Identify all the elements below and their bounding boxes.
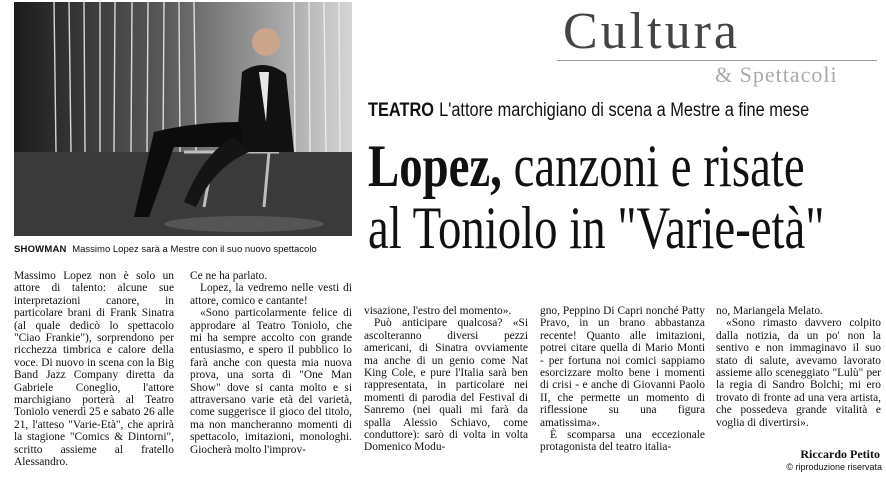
photo-caption [14,244,354,255]
caption-tag: SHOWMAN [14,244,67,255]
caption-text: Massimo Lopez sarà a Mestre con il suo nuovo spettacolo [72,244,317,255]
body-column-1 [14,270,174,475]
paragraph: Ce ne ha parlato. [190,270,268,282]
paragraph: Massimo Lopez non è solo un attore di talento: alcune sue interpretazioni canore, in particolare brani di Frank Sinatra (al quale dedicò lo spettacolo "Ciao Frankie"), sorprendono per ricchezza timbrica e calore della voce. Di nuovo in scena con la Big Band Jazz Company diretta da Gabriele Coneglio, l'attore marchigiano porterà al Teatro Toniolo venerdì 25 e sabato 26 alle 21, l'atteso "Varie-Età", che aprirà la stagione "Comics & Dintorni", scritto assieme al fratello Alessandro. [14,270,174,469]
kicker-tag: TEATRO [368,100,434,121]
body-column-3 [364,305,528,475]
paragraph: Lopez, la vedremo nelle vesti di attore, comico e cantante! [190,282,352,307]
headline-line-1 [368,133,805,199]
kicker-text: L'attore marchigiano di scena a Mestre a fine mese [439,100,810,121]
paragraph: gno, Peppino Di Capri nonché Patty Pravo, in un brano abbastanza recente! Quanto alle imitazioni, potrei citare quella di Mario Monti - per fortuna noi comici sappiamo esorcizzare molto bene i momenti di crisi - e anche di Giovanni Paolo II, che permette un momento di riflessione su una figura amatissima». [540,305,705,429]
paragraph: «Sono particolarmente felice di approdare al Teatro Toniolo, che mi ha sempre accolto con grande entusiasmo, e spero il pubblico lo farà anche con questa mia nuova prova, una sorta di "One Man Show" dove si canta molto e si attraversano varie età del varietà, come suggerisce il gioco del titolo, ma non mancheranno momenti di spettacolo, imitazioni, monologhi. Giocherà molto l'improv- [190,307,352,456]
headline-bold: Lopez, [368,133,502,199]
section-subtitle: & Spettacoli [715,62,838,87]
copyright-notice: © riproduzione riservata [786,462,882,472]
section-heading [555,2,880,94]
section-title: Cultura [563,3,740,60]
paragraph: È scomparsa una eccezionale protagonista del teatro italia- [540,429,705,454]
paragraph: Può anticipare qualcosa? «Si ascolteranno diversi pezzi americani, di Sinatra ovviamente ma anche di un genio come Nat King Cole, e pure l'Italia sarà ben rappresentata, in particolare nei momenti di parodia del Festival di Sanremo (nei quali mi farà da spalla Alessio Schiavo, come conduttore): sarò di volta in volta Domenico Modu- [364,317,528,454]
body-column-2 [190,270,352,475]
article-author: Riccardo Petito [800,447,880,461]
paragraph: visazione, l'estro del momento». [364,305,512,317]
article-headline [368,133,825,261]
article-kicker [368,100,809,122]
body-column-5 [716,305,881,445]
headline-rest: canzoni e risate [501,133,805,199]
headline-line-2: al Toniolo in "Varie-età" [368,195,825,261]
body-column-4 [540,305,705,475]
article-photo [14,2,352,236]
paragraph: «Sono rimasto davvero colpito dalla notizia, da un po' non la sentivo e non immaginavo il suo stato di salute, avevamo lavorato assieme allo sceneggiato "Lulù" per la regia di Sandro Bolchi; mi ero trovato di fronte ad una vera artista, che possedeva grande vitalità e voglia di divertirsi». [716,317,881,429]
photo-illustration [14,2,352,236]
paragraph: no, Mariangela Melato. [716,305,823,317]
